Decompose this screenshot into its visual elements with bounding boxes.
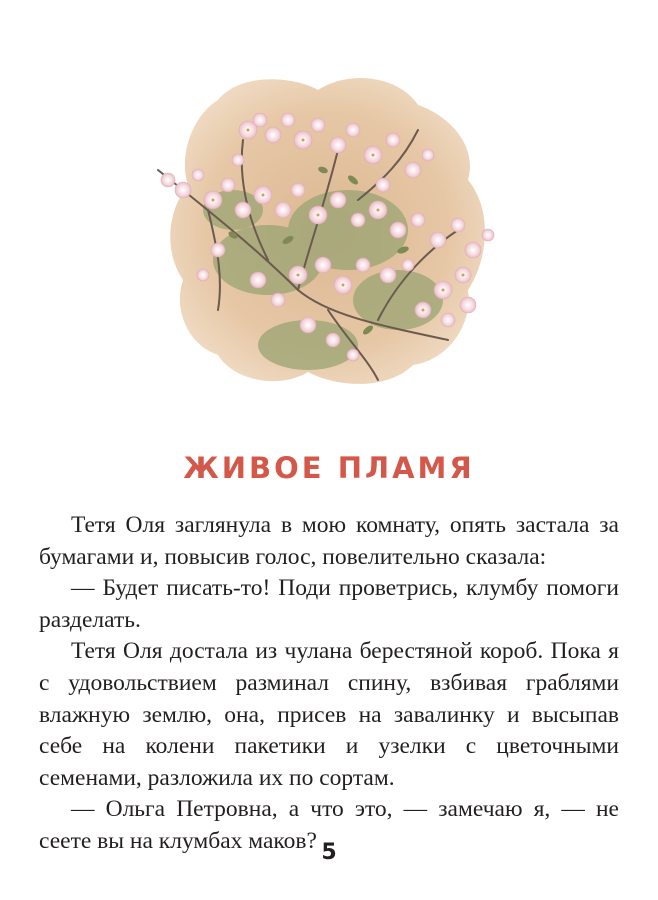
blossom-illustration-svg [148, 60, 510, 395]
paragraph: — Будет писать-то! Поди проветрись, клумбу помоги разделать. [39, 575, 619, 633]
page-number: 5 [321, 840, 337, 865]
chapter-title: ЖИВОЕ ПЛАМЯ [183, 451, 475, 485]
paragraph: — Ольга Петровна, а что это, — замечаю я, — не сеете вы на клумбах маков? [39, 796, 619, 854]
story-text [39, 510, 619, 858]
paragraph: Тетя Оля заглянула в мою комнату, опять застала за бумагами и, повысив голос, повелительно сказала: [39, 512, 619, 570]
paragraph: Тетя Оля достала из чулана берестяной короб. Пока я с удовольствием разминал спину, взбивая граблями влажную землю, она, присев на завалинку и высыпав себе на колени пакетики и узелки с цветочными семенами, разложила их по сортам. [39, 638, 619, 791]
blossoming-branch-illustration [148, 60, 510, 395]
